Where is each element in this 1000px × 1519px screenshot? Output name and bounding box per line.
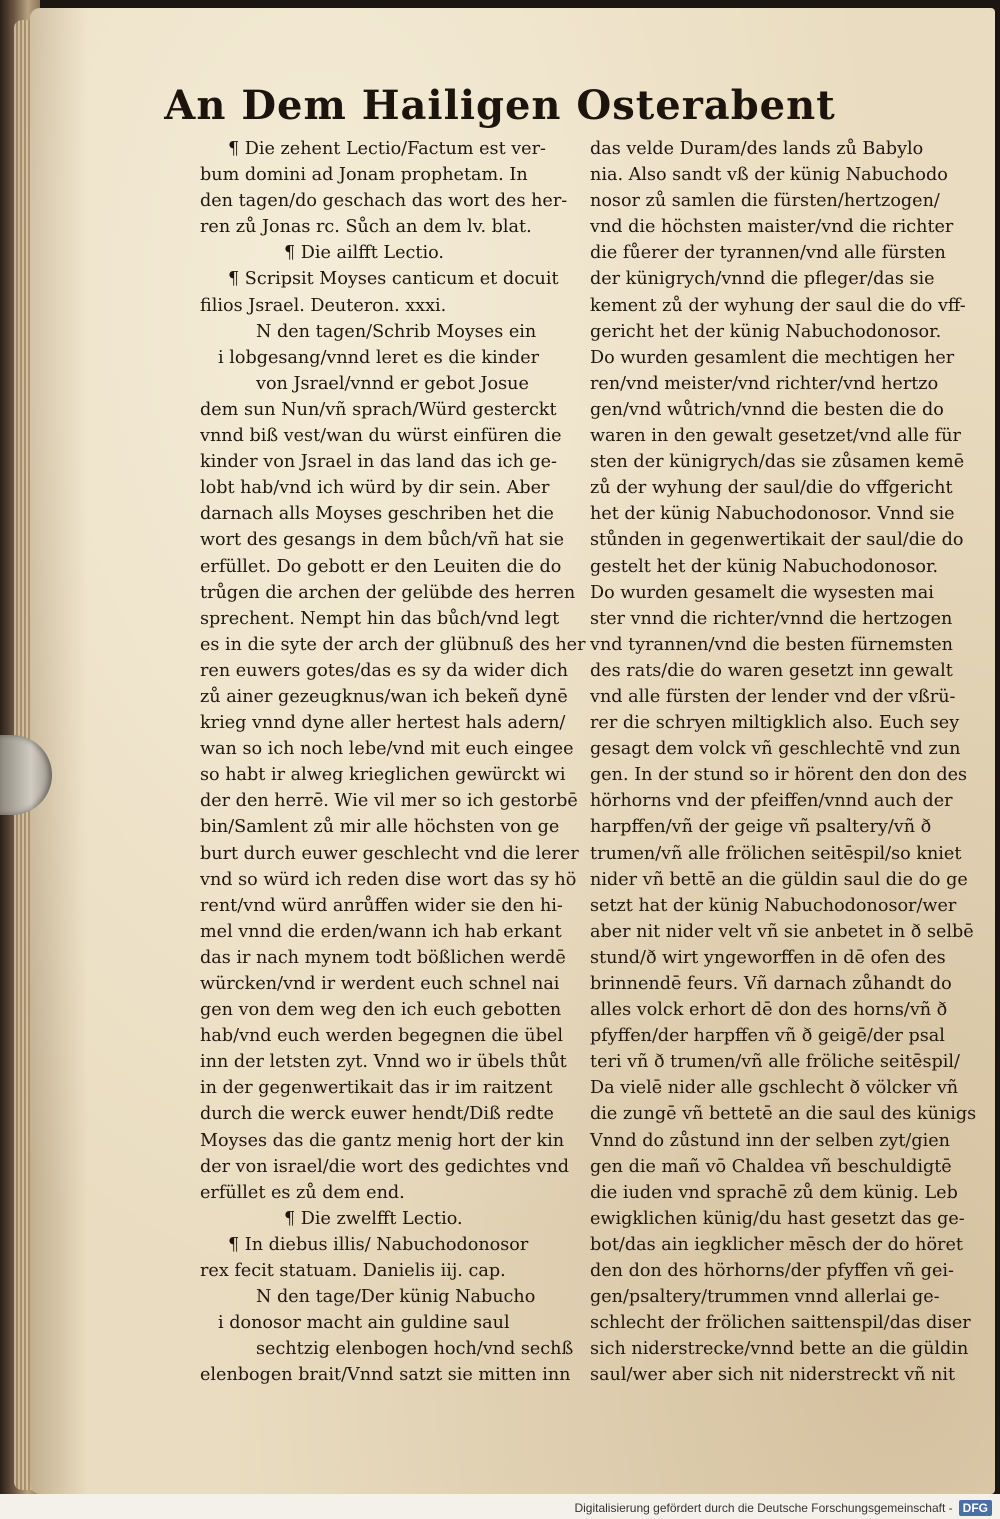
- text-line: durch die werck euwer hendt/Diß redte: [200, 1104, 554, 1125]
- text-line: N den tage/Der künig Nabucho: [256, 1287, 536, 1308]
- text-line: vnd die höchsten maister/vnd die richter: [590, 217, 954, 238]
- text-line: lobt hab/vnd ich würd by dir sein. Aber: [200, 478, 550, 499]
- text-line: mel vnnd die erden/wann ich hab erkant: [200, 921, 562, 942]
- text-line: nosor zů samlen die fürsten/hertzogen/: [590, 191, 940, 212]
- text-line: krieg vnnd dyne aller hertest hals adern/: [200, 713, 566, 734]
- text-line: pfyffen/der harpffen vñ ð geigē/der psal: [590, 1026, 945, 1047]
- text-line: ster vnnd die richter/vnnd die hertzogen: [590, 608, 953, 629]
- text-line: würcken/vnd ir werdent euch schnel nai: [200, 974, 560, 994]
- text-line: ¶ Scripsit Moyses canticum et docuit: [228, 269, 559, 290]
- text-line: rex fecit statuam. Danielis iij. cap.: [200, 1261, 506, 1282]
- text-line: gesagt dem volck vñ geschlechtē vnd zun: [590, 739, 961, 760]
- text-line: hab/vnd euch werden begegnen die übel: [200, 1026, 563, 1047]
- text-line: het der künig Nabuchodonosor. Vnnd sie: [590, 504, 955, 525]
- text-line: der künigrych/vnnd die pfleger/das sie: [590, 269, 935, 290]
- text-line: teri vñ ð trumen/vñ alle fröliche seitēspil/: [590, 1052, 960, 1073]
- text-line: darnach alls Moyses geschriben het die: [200, 504, 554, 525]
- text-line: trůgen die archen der gelübde des herren: [200, 582, 576, 603]
- text-line: den don des hörhorns/der pfyffen vñ gei-: [590, 1261, 954, 1282]
- text-line: der von israel/die wort des gedichtes vnd: [200, 1156, 569, 1177]
- text-line: Do wurden gesamlent die mechtigen her: [590, 347, 955, 368]
- text-line: bin/Samlent zů mir alle höchsten von ge: [200, 817, 560, 838]
- text-line: vnd alle fürsten der lender vnd der vßrü-: [590, 686, 956, 707]
- text-line: sechtzig elenbogen hoch/vnd sechß: [256, 1339, 574, 1360]
- text-line: Da vielē nider alle gschlecht ð völcker vñ: [590, 1078, 959, 1099]
- text-line: wort des gesangs in dem bůch/vñ hat sie: [200, 530, 565, 551]
- text-line: alles volck erhort dē don des horns/vñ ð: [590, 1000, 948, 1021]
- text-line: stůnden in gegenwertikait der saul/die do: [590, 530, 964, 551]
- text-line: sich niderstrecke/vnnd bette an die güldin: [590, 1339, 969, 1360]
- text-line: sten der künigrych/das sie zůsamen kemē: [590, 452, 965, 473]
- text-line: Vnnd do zůstund inn der selben zyt/gien: [590, 1130, 950, 1151]
- text-line: elenbogen brait/Vnnd satzt sie mitten inn: [200, 1365, 571, 1386]
- text-line: der den herrē. Wie vil mer so ich gestorbē: [200, 791, 578, 812]
- text-line: des rats/die do waren gesetzt inn gewalt: [590, 660, 953, 681]
- text-line: bum domini ad Jonam prophetam. In: [200, 165, 528, 186]
- text-line: filios Jsrael. Deuteron. xxxi.: [200, 295, 447, 316]
- text-line: vnnd biß vest/wan du würst einfüren die: [200, 426, 562, 447]
- text-line: Moyses das die gantz menig hort der kin: [200, 1130, 565, 1151]
- text-line: dem sun Nun/vñ sprach/Würd gesterckt: [200, 399, 557, 420]
- credit-text: Digitalisierung gefördert durch die Deutsche Forschungsgemeinschaft -: [574, 1501, 953, 1515]
- dfg-logo: DFG: [959, 1500, 992, 1516]
- text-line: vnd so würd ich reden dise wort das sy hö: [200, 869, 577, 890]
- text-line: gen. In der stund so ir hörent den don des: [590, 765, 968, 786]
- text-line: erfüllet es zů dem end.: [200, 1182, 405, 1203]
- text-line: wan so ich noch lebe/vnd mit euch eingee: [200, 739, 574, 760]
- text-line: rent/vnd würd anrůffen wider sie den hi-: [200, 895, 563, 916]
- text-line: ewigklichen künig/du hast gesetzt das ge-: [590, 1208, 965, 1229]
- text-line: gestelt het der künig Nabuchodonosor.: [590, 556, 939, 577]
- text-line: Do wurden gesamelt die wysesten mai: [590, 582, 934, 603]
- text-line: zů der wyhung der saul/die do vffgericht: [590, 478, 953, 499]
- text-line: bot/das ain iegklicher mēsch der do höret: [590, 1234, 963, 1255]
- text-line: setzt hat der künig Nabuchodonosor/wer: [590, 895, 957, 916]
- text-line: ¶ Die zehent Lectio/Factum est ver-: [228, 139, 546, 159]
- text-line: das velde Duram/des lands zů Babylo: [590, 139, 924, 159]
- text-line: stund/ð wirt yngeworffen in dē ofen des: [590, 947, 946, 968]
- text-line: kement zů der wyhung der saul die do vff-: [590, 295, 966, 316]
- text-line: burt durch euwer geschlecht vnd die lerer: [200, 843, 579, 864]
- text-line: sprechent. Nempt hin das bůch/vnd legt: [200, 608, 560, 629]
- text-line: ¶ Die zwelfft Lectio.: [284, 1208, 463, 1229]
- text-line: ¶ In diebus illis/ Nabuchodonosor: [228, 1234, 529, 1255]
- text-line: zů ainer gezeugknus/wan ich bekeñ dynē: [200, 686, 568, 707]
- text-line: vnd tyrannen/vnd die besten fürnemsten: [590, 634, 954, 655]
- text-line: gen/psaltery/trummen vnnd allerlai ge-: [590, 1287, 940, 1308]
- text-line: nia. Also sandt vß der künig Nabuchodo: [590, 165, 948, 186]
- text-line: gen/vnd wůtrich/vnnd die besten die do: [590, 399, 944, 420]
- text-line: i donosor macht ain guldine saul: [218, 1313, 510, 1334]
- text-line: gericht het der künig Nabuchodonosor.: [590, 321, 942, 342]
- text-line: ¶ Die ailfft Lectio.: [284, 243, 444, 264]
- text-line: schlecht der frölichen saittenspil/das diser: [590, 1313, 971, 1334]
- text-line: nider vñ bettē an die güldin saul die do ge: [590, 869, 968, 890]
- text-line: inn der letsten zyt. Vnnd wo ir übels thůt: [200, 1052, 567, 1073]
- text-line: trumen/vñ alle frölichen seitēspil/so kniet: [590, 843, 962, 864]
- text-line: brinnendē feurs. Vñ darnach zůhandt do: [590, 974, 952, 994]
- text-line: von Jsrael/vnnd er gebot Josue: [256, 373, 529, 394]
- text-line: gen von dem weg den ich euch gebotten: [200, 1000, 562, 1021]
- text-line: hörhorns vnd der pfeiffen/vnnd auch der: [590, 791, 953, 812]
- text-line: die iuden vnd sprachē zů dem künig. Leb: [590, 1182, 958, 1203]
- running-head: An Dem Hailigen Osterabent: [164, 82, 836, 129]
- text-line: saul/wer aber sich nit niderstreckt vñ nit: [590, 1365, 956, 1386]
- text-line: aber nit nider velt vñ sie anbetet in ð selbē: [590, 921, 974, 942]
- text-line: ren zů Jonas rc. Sůch an dem lv. blat.: [200, 217, 532, 238]
- text-line: so habt ir alweg krieglichen gewürckt wi: [200, 765, 566, 786]
- text-line: waren in den gewalt gesetzet/vnd alle für: [590, 426, 961, 447]
- left-text-column: [200, 136, 586, 1389]
- text-line: ren euwers gotes/das es sy da wider dich: [200, 660, 569, 681]
- text-line: erfüllet. Do gebott er den Leuiten die do: [200, 556, 562, 577]
- text-line: in der gegenwertikait das ir im raitzent: [200, 1078, 553, 1099]
- text-line: i lobgesang/vnnd leret es die kinder: [218, 347, 540, 368]
- text-line: die zungē vñ bettetē an die saul des künigs: [590, 1104, 977, 1125]
- text-line: ren/vnd meister/vnd richter/vnd hertzo: [590, 373, 939, 394]
- text-line: es in die syte der arch der glübnuß des her: [200, 634, 586, 655]
- text-line: rer die schryen miltigklich also. Euch sey: [590, 713, 960, 734]
- digitization-credit: [574, 1498, 992, 1518]
- text-line: das ir nach mynem todt bößlichen werdē: [200, 947, 566, 968]
- text-line: N den tagen/Schrib Moyses ein: [256, 321, 537, 342]
- text-line: die fůerer der tyrannen/vnd alle fürsten: [590, 243, 946, 264]
- text-line: den tagen/do geschach das wort des her-: [200, 191, 568, 212]
- text-line: harpffen/vñ der geige vñ psaltery/vñ ð: [590, 817, 932, 838]
- text-line: kinder von Jsrael in das land das ich ge-: [200, 452, 557, 473]
- text-line: gen die mañ vō Chaldea vñ beschuldigtē: [590, 1156, 952, 1177]
- right-text-column: [590, 136, 977, 1389]
